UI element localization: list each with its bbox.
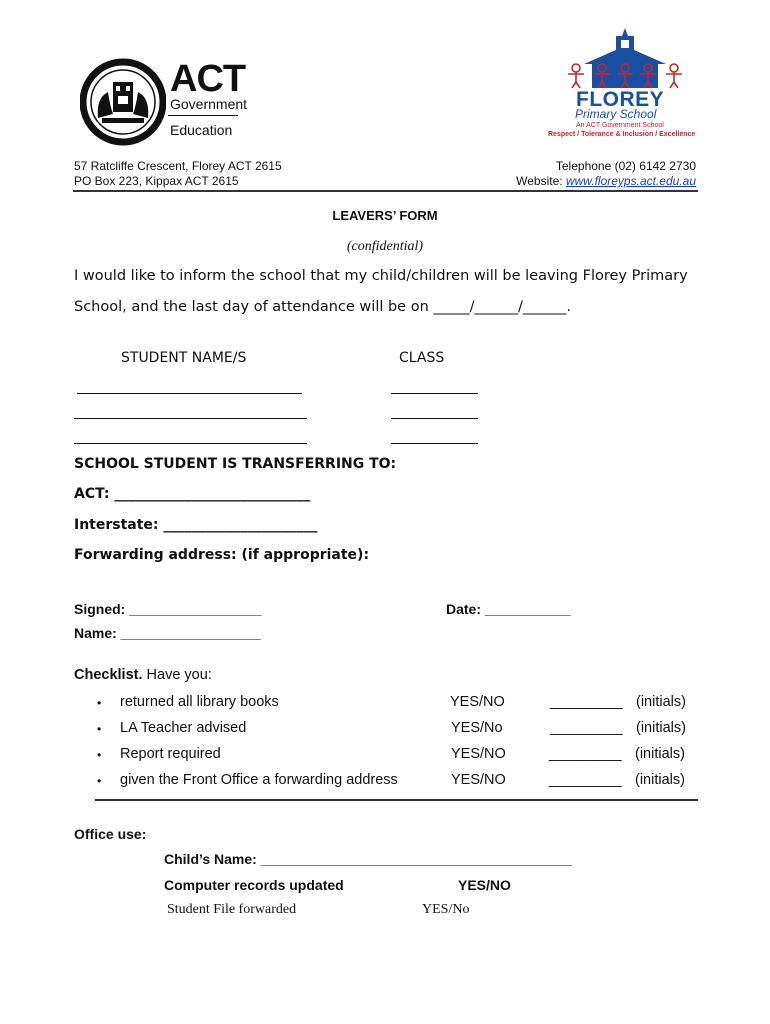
interstate-field[interactable]: Interstate: ______________________	[74, 517, 318, 533]
act-logo-government: Government	[170, 96, 248, 112]
address-line-2: PO Box 223, Kippax ACT 2615	[74, 174, 239, 188]
checklist-item-text: returned all library books	[120, 694, 279, 710]
checklist-divider	[95, 799, 698, 801]
bullet-icon: •	[97, 748, 102, 762]
checklist-item-answer[interactable]: YES/NO	[451, 772, 506, 788]
student-name-line-3[interactable]	[74, 443, 307, 444]
class-line-2[interactable]	[391, 418, 478, 419]
act-logo-divider	[168, 115, 238, 116]
checklist-item-initials: (initials)	[636, 694, 686, 710]
student-name-line-1[interactable]	[77, 393, 302, 394]
signed-field[interactable]: Signed: _________________	[74, 601, 262, 617]
intro-line-1: I would like to inform the school that my child/children will be leaving Florey Primary	[74, 268, 688, 284]
checklist-item-blank[interactable]: _________	[550, 694, 623, 710]
name-field[interactable]: Name: __________________	[74, 625, 261, 641]
checklist-item-blank[interactable]: _________	[550, 720, 623, 736]
childs-name-field[interactable]: Child’s Name: ________________________________________	[164, 851, 573, 867]
bullet-icon: •	[97, 722, 102, 736]
intro-line-2: School, and the last day of attendance will be on _____/______/______.	[74, 299, 572, 315]
class-line-3[interactable]	[391, 443, 478, 444]
transfer-heading: SCHOOL STUDENT IS TRANSFERRING TO:	[74, 456, 397, 472]
bullet-icon: •	[97, 774, 102, 788]
address-line-1: 57 Ratcliffe Crescent, Florey ACT 2615	[74, 159, 282, 173]
form-title: LEAVERS’ FORM	[332, 208, 438, 223]
form-subtitle: (confidential)	[346, 239, 424, 254]
student-file-label: Student File forwarded	[167, 902, 297, 917]
florey-logo-name: FLOREY	[576, 88, 665, 111]
florey-logo-tagline: An ACT Government School	[576, 122, 664, 129]
florey-logo-motto: Respect / Tolerance & Inclusion / Excellence	[548, 131, 696, 138]
checklist-item-answer[interactable]: YES/NO	[451, 746, 506, 762]
checklist-item-answer[interactable]: YES/No	[451, 720, 503, 736]
bullet-icon: •	[97, 696, 102, 710]
computer-records-label: Computer records updated	[164, 877, 344, 893]
student-file-answer[interactable]: YES/No	[422, 902, 470, 917]
checklist-heading-bold: Checklist.	[74, 667, 143, 683]
checklist-item-text: Report required	[120, 746, 221, 762]
act-crest-icon	[80, 58, 166, 146]
checklist-item-initials: (initials)	[635, 746, 685, 762]
date-field[interactable]: Date: ___________	[446, 601, 571, 617]
act-field[interactable]: ACT: ____________________________	[74, 486, 311, 502]
website-label: Website:	[516, 174, 566, 188]
act-logo-education: Education	[170, 122, 233, 138]
checklist-item-text: LA Teacher advised	[120, 720, 247, 736]
checklist-heading	[74, 667, 212, 683]
florey-logo-subtitle: Primary School	[575, 107, 657, 121]
class-line-1[interactable]	[391, 393, 478, 394]
website	[516, 174, 696, 188]
telephone: Telephone (02) 6142 2730	[555, 159, 696, 173]
student-name-line-2[interactable]	[74, 418, 307, 419]
checklist-item-answer[interactable]: YES/NO	[450, 694, 505, 710]
checklist-item-initials: (initials)	[636, 720, 686, 736]
computer-records-answer[interactable]: YES/NO	[458, 877, 511, 893]
checklist-item-text: given the Front Office a forwarding address	[120, 772, 398, 788]
class-header: CLASS	[399, 350, 445, 366]
checklist-item-blank[interactable]: _________	[549, 746, 622, 762]
checklist-item-blank[interactable]: _________	[549, 772, 622, 788]
checklist-heading-rest: Have you:	[142, 667, 212, 683]
header-divider	[73, 190, 698, 192]
act-logo-title: ACT	[170, 58, 246, 100]
schoolhouse-icon	[562, 26, 688, 90]
office-use-heading: Office use:	[74, 826, 147, 842]
checklist-item-initials: (initials)	[635, 772, 685, 788]
student-name-header: STUDENT NAME/S	[121, 350, 247, 366]
website-link[interactable]: www.floreyps.act.edu.au	[565, 174, 696, 188]
forwarding-address-label: Forwarding address: (if appropriate):	[74, 547, 370, 563]
